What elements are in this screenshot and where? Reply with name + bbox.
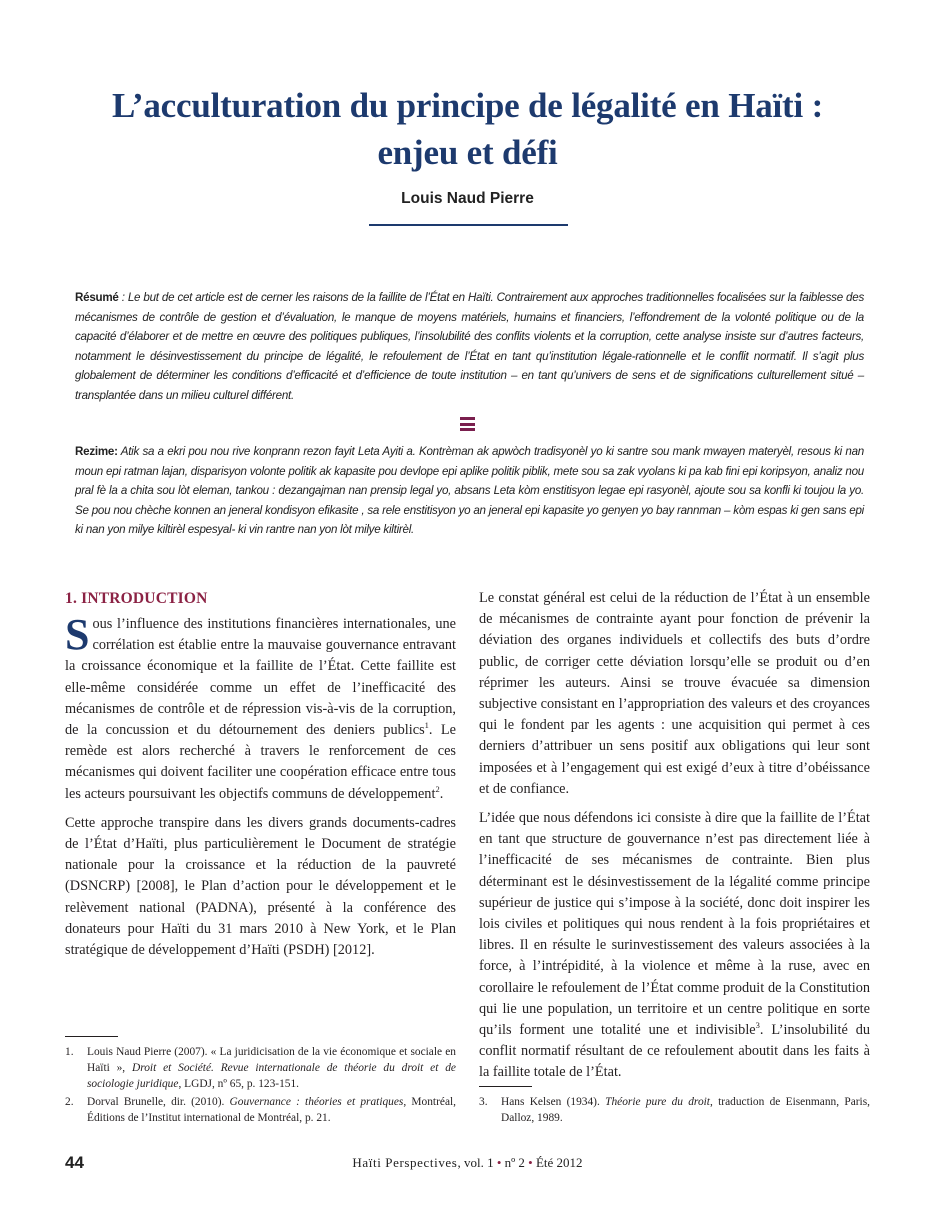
paragraph-3: Le constat général est celui de la réduction de l’État à un ensemble de mécanismes de contrainte ayant pour fonction de prévenir la déviation des organes individuels et collectifs des buts d’ordre public, de corriger cette déviation lorsqu’elle se produit ou d’en réprimer les auteurs. Ainsi se trouve évacuée sa dimension subjective consistant en l’appropriation des valeurs et des croyances qui le fondent par les agents : une acquisition qui permet à ces derniers d’attribuer un sens positif aux obligations qui leur sont imposées et à l’engagement qui est exigé d’eux à titre d’obéissance et de confiance. <box>479 590 870 797</box>
volume-text: , vol. 1 <box>457 1155 497 1170</box>
author-name: Louis Naud Pierre <box>401 190 534 207</box>
paragraph-4 <box>479 808 870 1084</box>
footnote-3-text: Hans Kelsen (1934). Théorie pure du droit, traduction de Eisenmann, Paris, Dalloz, 1989. <box>501 1096 870 1124</box>
footnote-ref-3[interactable]: 3 <box>755 1020 760 1031</box>
footnote-1 <box>65 1045 456 1092</box>
footnotes-right <box>479 1095 870 1130</box>
paragraph-2: Cette approche transpire dans les divers grands documents-cadres de l’État d’Haïti, plus particulièrement le Document de stratégie nationale pour la croissance et la réduction de la pauvreté (DSNCRP) [2008], le Plan d’action pour le développement et le relèvement national (PADNA), présenté à la conférence des donateurs pour Haïti du 31 mars 2010 à New York, et le Plan stratégique de développement d’Haïti (PSDH) [2012]. <box>65 814 456 959</box>
title-line-1: L’acculturation du principe de légalité en Haïti : <box>111 86 824 125</box>
running-footer <box>0 1155 935 1171</box>
footnote-ref-1[interactable]: 1 <box>424 720 429 731</box>
abstract-creole <box>75 442 864 540</box>
abstract-creole-label: Rezime: <box>75 445 118 458</box>
season-text: Été 2012 <box>532 1155 583 1170</box>
section-separator-icon <box>460 417 475 431</box>
journal-name: Haïti Perspectives <box>352 1155 458 1170</box>
paragraph-4-text-a: L’idée que nous défendons ici consiste à dire que la faillite de l’État en tant que structure de gouvernance n’est pas directement liée à l’inefficacité de ses mécanismes de contrainte. Bien plus déterminant est le désinvestissement de la légalité comme principe supérieur de justice qui s’impose à la société, donc doit inspirer les lois civiles et politiques qui nous rendent à la fois propriétaires et libres. Il en résulte le surinvestissement des valeurs associées à la force, à l’intrépidité, à la violence et même à la ruse, avec en corollaire le refoulement de l’État comme produit de la Constitution qui lie une population, un territoire et un centre politique en sorte qu’ils forment une totalité une et indivisible <box>479 810 870 1039</box>
abstract-french-text: : Le but de cet article est de cerner les raisons de la faillite de l’État en Haïti. Contrairement aux approches traditionnelles focalisées sur la faiblesse des mécanismes de contrôle de gestion et d’évaluation, le manque de moyens matériels, humains et financiers, l’effondrement de la volonté politique ou de la capacité d’élaborer et de mettre en œuvre des politiques publiques, l’insolubilité des conflits violents et la corruption, cette analyse insiste sur d’autres facteurs, notamment le désinvestissement du principe de légalité, le refoulement de l’État en tant qu’institution légale-rationnelle et le conflit normatif. Il s’agit plus globalement de déterminer les conditions d’efficacité et d’efficience de toute institution – en tant qu’univers de sens et de significations culturellement situé – transplantée dans un milieu culturel différent. <box>75 291 864 402</box>
abstract-french <box>75 288 864 406</box>
section-heading: 1. INTRODUCTION <box>65 590 208 607</box>
footnote-1-text: Louis Naud Pierre (2007). « La juridicisation de la vie économique et sociale en Haïti », Droit et Société. Revue internationale de théorie du droit et de sociologie juridique, LGDJ, nº 65, p. 123-151. <box>87 1046 456 1090</box>
footnote-3 <box>479 1095 870 1127</box>
bullet-icon: • <box>496 1155 502 1170</box>
abstract-french-label: Résumé <box>75 291 119 304</box>
page-number: 44 <box>65 1153 84 1172</box>
bullet-icon: • <box>528 1155 533 1170</box>
column-left <box>65 588 456 969</box>
paragraph-1-text-a: ous l’influence des institutions financières internationales, une corrélation est établie entre la mauvaise gouvernance entravant la croissance économique et la faillite de l’État. Cette faillite est elle-même considérée comme un effet de l’inefficacité des mécanismes de contrôle et de répression vis-à-vis de la corruption, de la concussion et du détournement des deniers publics <box>65 616 456 739</box>
footnote-2-number: 2. <box>65 1096 74 1109</box>
footnote-rule-right <box>479 1086 532 1087</box>
paragraph-1 <box>65 610 456 805</box>
footnote-ref-2[interactable]: 2 <box>435 783 440 794</box>
title-line-2: enjeu et défi <box>377 133 558 172</box>
paragraph-1-text-c: . <box>439 785 444 802</box>
article-title <box>40 82 895 176</box>
footnote-2 <box>65 1095 456 1127</box>
abstract-creole-text: Atik sa a ekri pou nou rive konprann rezon fayit Leta Ayiti a. Kontrèman ak apwòch tradisyonèl yo ki santre sou mank mwayen materyèl, resous ki nan moun epi ratman lajan, disparisyon volonte politik ak kapasite pou devlope epi aplike politik piblik, mete sou sa zak vyolans ki pa kab fini epi koripsyon, analiz nou pral fè la a chita sou lòt eleman, tankou : dezangajman nan prensip legal yo, absans Leta kòm enstitisyon legae epi rasyonèl, ajoute sou sa konfli ki toujou la yo. Se pou nou chèche konnen an jeneral kondisyon efikasite , sa rele enstitisyon yo an jeneral epi kapasite yo genyen yo bay rannman – kòm espas ki gen sans epi ki nan yon milye kiltirèl espesyal- ki vin rantre nan yon lòt milye kiltirèl. <box>75 445 864 537</box>
footnote-2-text: Dorval Brunelle, dir. (2010). Gouvernance : théories et pratiques, Montréal, Éditions de l’Institut international de Montréal, p. 21. <box>87 1096 457 1125</box>
footnote-3-number: 3. <box>479 1096 488 1108</box>
footnotes-left <box>65 1045 456 1130</box>
paragraph-1-text-b: . Le remède est alors recherché à travers le renforcement de ces mécanismes qui doivent faciliter une coopération efficace entre tous les acteurs poursuivant les objectifs communs de développement <box>65 722 456 802</box>
footnote-1-number: 1. <box>65 1046 74 1058</box>
issue-text: nº 2 <box>501 1155 529 1170</box>
author-divider <box>369 224 568 226</box>
paragraph-4-text-b: . L’insolubilité du conflit normatif résultant de ce refoulement aboutit dans les faits à la faillite totale de l’État. <box>479 1022 870 1081</box>
drop-cap: S <box>65 610 90 659</box>
footnote-rule-left <box>65 1036 118 1037</box>
column-right <box>479 588 870 1092</box>
